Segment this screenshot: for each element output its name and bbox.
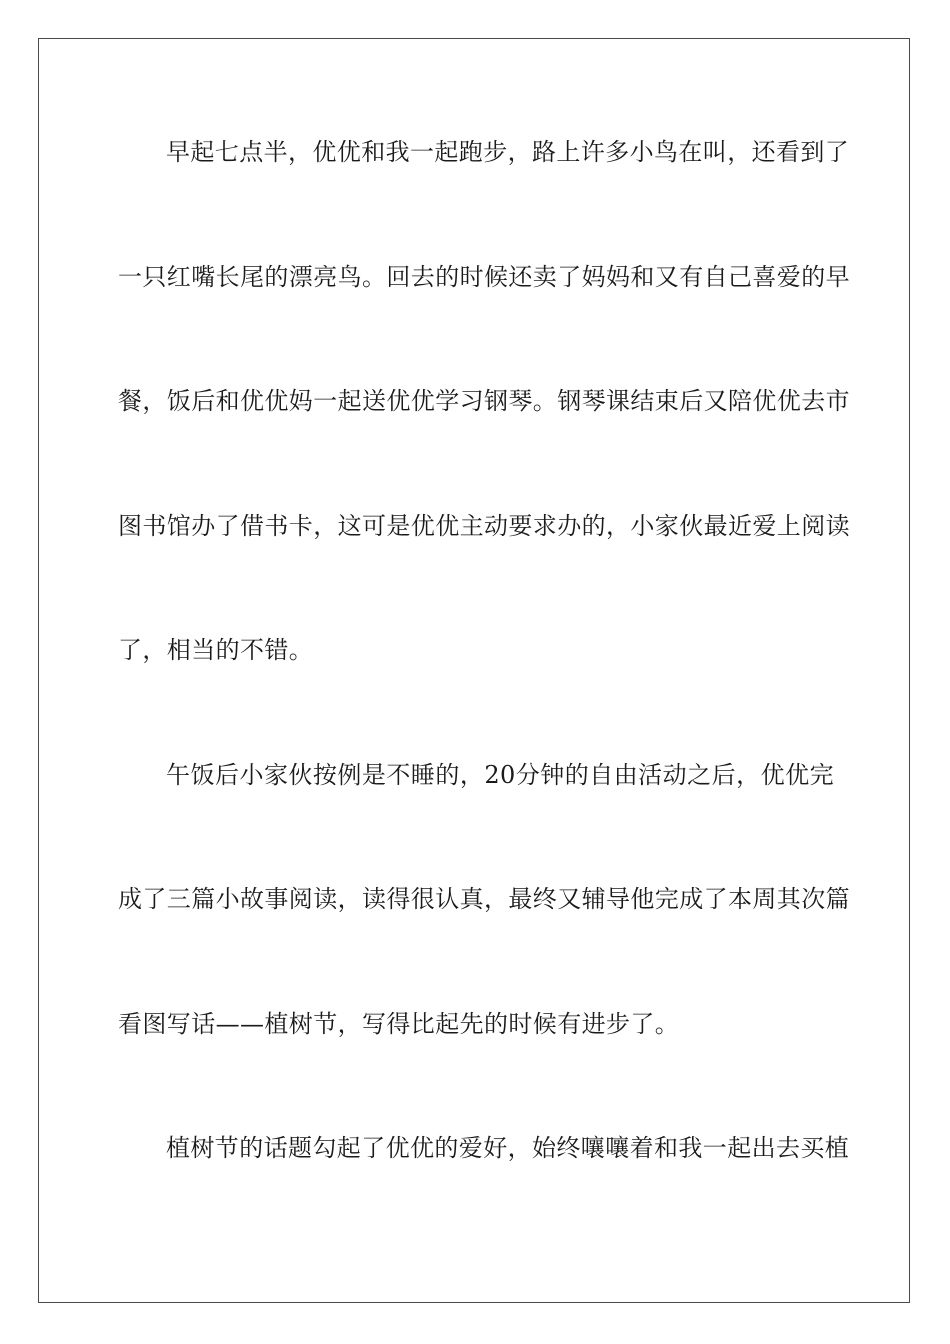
paragraph-1-line-5: 了，相当的不错。 (118, 636, 314, 664)
paragraph-3-line-1: 植树节的话题勾起了优优的爱好，始终嚷嚷着和我一起出去买植 (166, 1134, 850, 1162)
page-border (38, 38, 910, 1303)
paragraph-2-line-2: 成了三篇小故事阅读，读得很认真，最终又辅导他完成了本周其次篇 (118, 885, 850, 913)
paragraph-1-line-4: 图书馆办了借书卡，这可是优优主动要求办的，小家伙最近爱上阅读 (118, 512, 850, 540)
paragraph-2-line-3: 看图写话——植树节，写得比起先的时候有进步了。 (118, 1010, 680, 1038)
paragraph-1-line-1: 早起七点半，优优和我一起跑步，路上许多小鸟在叫，还看到了 (166, 138, 850, 166)
paragraph-2-line-1: 午饭后小家伙按例是不睡的，20分钟的自由活动之后，优优完 (166, 761, 834, 789)
paragraph-1-line-3: 餐，饭后和优优妈一起送优优学习钢琴。钢琴课结束后又陪优优去市 (118, 387, 850, 415)
paragraph-1-line-2: 一只红嘴长尾的漂亮鸟。回去的时候还卖了妈妈和又有自己喜爱的早 (118, 263, 850, 291)
